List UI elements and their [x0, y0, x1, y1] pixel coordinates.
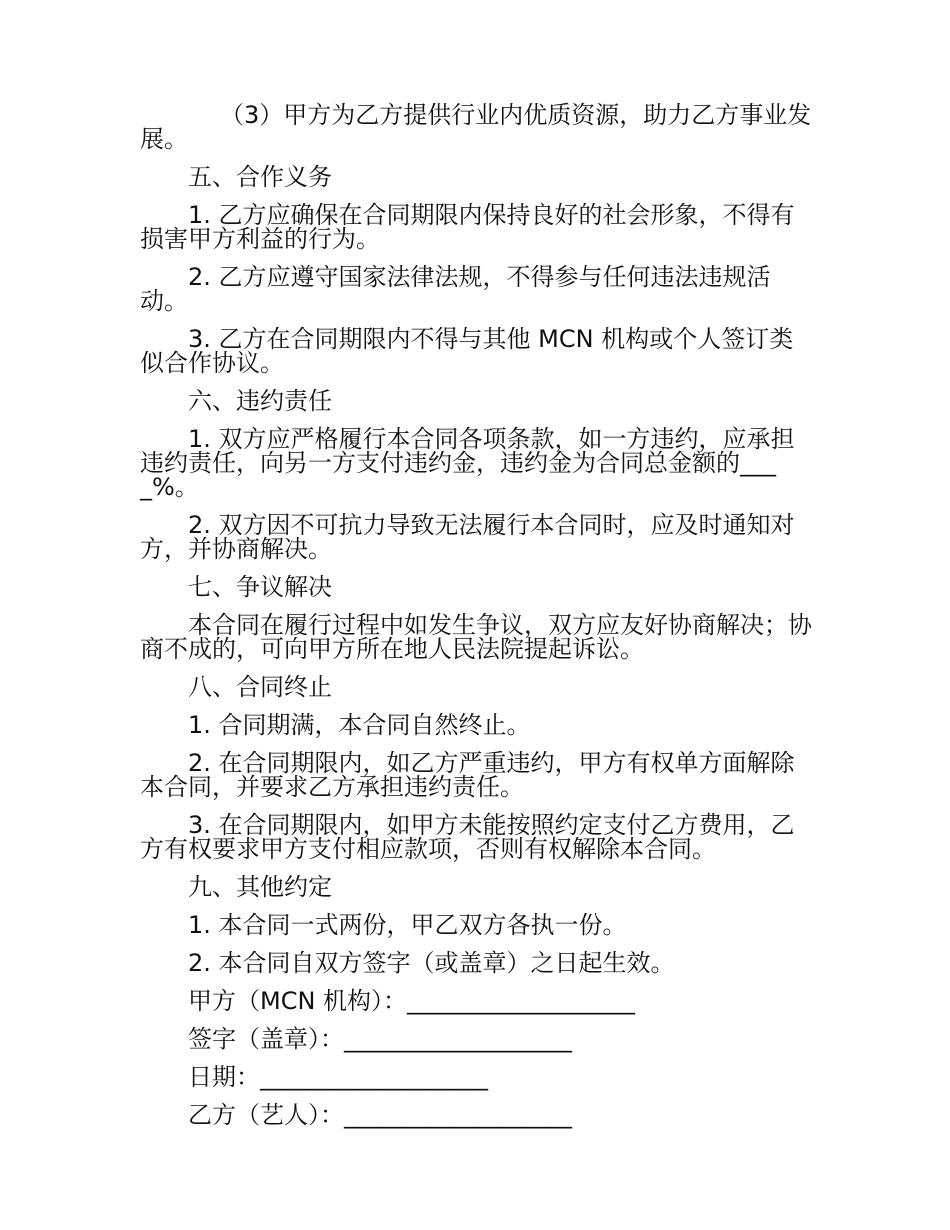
clause-obligation-1: 1. 乙方应确保在合同期限内保持良好的社会形象，不得有损害甲方利益的行为。	[140, 201, 795, 253]
party-a-line: 甲方（MCN 机构）：___________________	[188, 987, 636, 1015]
clause-disputes: 本合同在履行过程中如发生争议，双方应友好协商解决；协商不成的，可向甲方所在地人民法院提起诉讼。	[140, 611, 812, 663]
clause-other-1: 1. 本合同一式两份，甲乙双方各执一份。	[188, 911, 627, 939]
section-heading-termination: 八、合同终止	[188, 673, 332, 701]
contract-page	[140, 103, 812, 1141]
clause-obligation-3: 3. 乙方在合同期限内不得与其他 MCN 机构或个人签订类似合作协议。	[140, 325, 794, 377]
clause-resources: （3）甲方为乙方提供行业内优质资源，助力乙方事业发展。	[140, 101, 812, 153]
signature-block	[140, 989, 812, 1127]
clause-obligation-2: 2. 乙方应遵守国家法律法规，不得参与任何违法违规活动。	[140, 263, 771, 315]
clause-breach-1: 1. 双方应严格履行本合同各项条款，如一方违约，应承担违约责任，向另一方支付违约金，违约金为合同总金额的____%。	[140, 425, 795, 501]
party-b-line: 乙方（艺人）：___________________	[188, 1101, 572, 1129]
clause-other-2: 2. 本合同自双方签字（或盖章）之日起生效。	[188, 949, 675, 977]
contract-body	[140, 103, 812, 975]
date-line: 日期：___________________	[188, 1063, 488, 1091]
signature-seal-line: 签字（盖章）：___________________	[188, 1025, 572, 1053]
section-heading-disputes: 七、争议解决	[188, 573, 332, 601]
section-heading-breach: 六、违约责任	[188, 387, 332, 415]
section-heading-other: 九、其他约定	[188, 873, 332, 901]
clause-termination-3: 3. 在合同期限内，如甲方未能按照约定支付乙方费用，乙方有权要求甲方支付相应款项，否则有权解除本合同。	[140, 811, 795, 863]
clause-termination-2: 2. 在合同期限内，如乙方严重违约，甲方有权单方面解除本合同，并要求乙方承担违约责任。	[140, 749, 795, 801]
clause-breach-2: 2. 双方因不可抗力导致无法履行本合同时，应及时通知对方，并协商解决。	[140, 511, 795, 563]
section-heading-obligations: 五、合作义务	[188, 163, 332, 191]
clause-termination-1: 1. 合同期满，本合同自然终止。	[188, 711, 531, 739]
